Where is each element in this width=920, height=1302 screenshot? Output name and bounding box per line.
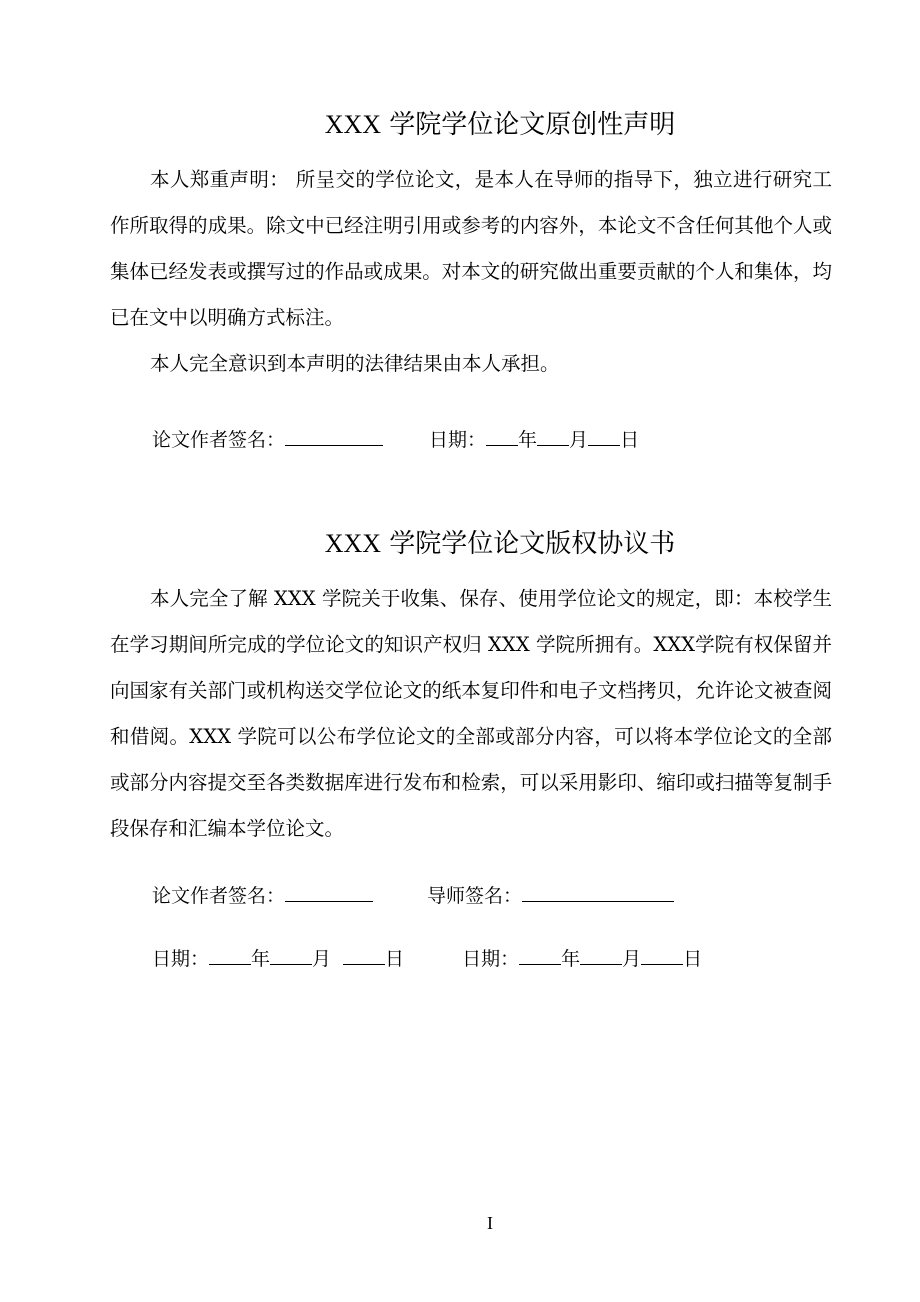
statement-signature-label: 论文作者签名： bbox=[152, 429, 286, 451]
statement-day-label: 日 bbox=[620, 429, 640, 451]
statement-signature-line bbox=[152, 427, 639, 452]
agreement-day-label-2: 日 bbox=[683, 948, 703, 970]
statement-date-label: 日期： bbox=[429, 429, 487, 451]
agreement-advisor-signature-blank bbox=[522, 883, 674, 902]
agreement-advisor-signature-label: 导师签名： bbox=[427, 885, 523, 907]
statement-day-blank bbox=[588, 427, 620, 446]
statement-title-text: 学院学位论文原创性声明 bbox=[381, 110, 676, 140]
agreement-paragraph-1: 本人完全了解 XXX 学院关于收集、保存、使用学位论文的规定，即：本校学生在学习期间所完成的学位论文的知识产权归 XXX 学院所拥有。XXX学院有权保留并向国家有关部门或机构送交学位论文的纸本复印件和电子文档拷贝，允许论文被查阅和借阅。XXX 学院可以公布学位论文的全部或部分内容，可以将本学位论文的全部或部分内容提交至各类数据库进行发布和检索，可以采用影印、缩印或扫描等复制手段保存和汇编本学位论文。 bbox=[110, 587, 832, 840]
agreement-title-text: 学院学位论文版权协议书 bbox=[381, 529, 676, 559]
statement-year-blank bbox=[486, 427, 518, 446]
agreement-year-blank-2 bbox=[519, 946, 561, 965]
agreement-date-line bbox=[152, 946, 702, 971]
agreement-author-signature-blank bbox=[285, 883, 373, 902]
statement-title bbox=[0, 110, 920, 140]
statement-paragraph-2: 本人完全意识到本声明的法律结果由本人承担。 bbox=[150, 352, 560, 375]
agreement-day-blank-2 bbox=[641, 946, 683, 965]
agreement-date-label-2: 日期： bbox=[462, 948, 520, 970]
agreement-author-signature-label: 论文作者签名： bbox=[152, 885, 286, 907]
page-number: I bbox=[487, 1213, 493, 1233]
agreement-year-label-2: 年 bbox=[561, 948, 581, 970]
agreement-month-label-2: 月 bbox=[622, 948, 642, 970]
agreement-title bbox=[0, 529, 920, 559]
agreement-year-blank-1 bbox=[209, 946, 251, 965]
agreement-signature-line bbox=[152, 883, 674, 908]
agreement-month-blank-1 bbox=[270, 946, 312, 965]
agreement-month-blank-2 bbox=[580, 946, 622, 965]
agreement-day-blank-1 bbox=[343, 946, 385, 965]
agreement-day-label-1: 日 bbox=[385, 948, 405, 970]
statement-year-label: 年 bbox=[518, 429, 538, 451]
statement-paragraph-1: 本人郑重声明： 所呈交的学位论文，是本人在导师的指导下，独立进行研究工作所取得的成果。除文中已经注明引用或参考的内容外，本论文不含任何其他个人或集体已经发表或撰写过的作品或成果。对本文的研究做出重要贡献的个人和集体，均已在文中以明确方式标注。 bbox=[110, 168, 832, 329]
statement-title-prefix: XXX bbox=[324, 110, 382, 139]
statement-signature-blank bbox=[285, 427, 383, 446]
agreement-year-label-1: 年 bbox=[251, 948, 271, 970]
agreement-title-prefix: XXX bbox=[324, 529, 382, 558]
agreement-month-label-1: 月 bbox=[312, 948, 332, 970]
statement-month-label: 月 bbox=[569, 429, 589, 451]
statement-month-blank bbox=[537, 427, 569, 446]
agreement-date-label-1: 日期： bbox=[152, 948, 210, 970]
